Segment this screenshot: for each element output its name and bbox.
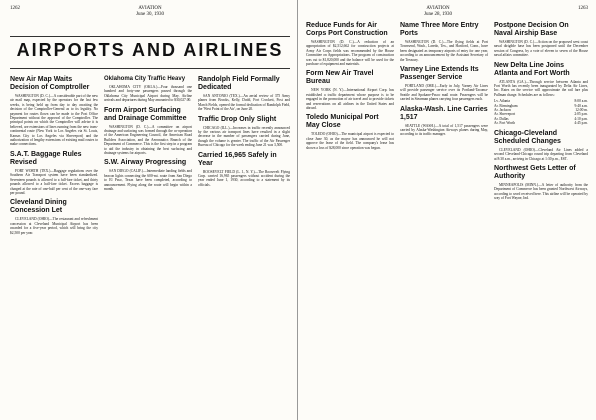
column-2	[104, 72, 192, 416]
article-headline: Toledo Municipal Port May Close	[306, 114, 379, 130]
schedule-time: 4:10 p.m.	[574, 116, 588, 121]
article-headline: Cleveland Dining Concession Let	[10, 199, 67, 215]
schedule-time: 12:00 m.	[575, 108, 588, 113]
schedule-label: Ar. Jackson	[494, 108, 511, 113]
schedule-time: 2:05 p.m.	[574, 112, 588, 117]
article-headline: New Delta Line Joins Atlanta and Fort Worth	[494, 61, 570, 77]
column-3	[198, 72, 290, 416]
article-body: MINNEAPOLIS (MINN.)—A letter of authority from the Department of Commerce has been granted Northwest Airways, according to word received here. This airline will be operated by way of Fort Wayne, Ind.	[494, 182, 588, 201]
article-headline: Northwest Gets Letter of Authority	[494, 164, 576, 180]
article-body: SAN DIEGO (CALIF.)—Intermediate landing fields and beacon lights connecting the 600-mi. route from San Diego to El Paso, Texas have been completed, according to announcement. Flying along the route will begin within a month.	[104, 169, 192, 192]
article-body: WASHINGTON (D. C.)—The flying fields at Port Townsend, Wash., Laredo, Tex., and Hartford, Conn., have been designated as temporary airports of entry for one year, according to an announcement by the Assistant Secretary of the Treasury.	[400, 40, 488, 62]
article-body: OKLAHOMA CITY (OKLA.)—Four thousand one hundred and forty-one passengers passed through the Oklahoma City Municipal Airport during May. Airline arrivals and departures during May amounted to $30,027.00.	[104, 85, 192, 103]
article-headline: Postpone Decision On Naval Airship Base	[494, 22, 569, 37]
article-headline: Oklahoma City Traffic Heavy	[104, 76, 186, 82]
column-4	[306, 18, 394, 416]
column-6	[494, 18, 588, 416]
column-5	[400, 18, 488, 416]
issue-date: June 30, 1930	[136, 12, 164, 17]
schedule-label: Ar. Dallas	[494, 116, 509, 121]
article-body: NEW YORK (N. Y.)—International Airport Corp. has established a traffic department whose purpose is to be engaged in the promotion of air travel and to provide tickets and reservations on all airlines in the United States and abroad.	[306, 88, 394, 111]
article-body: PORTLAND (ORE.)—Early in July, Varney Air Lines will provide passenger service over its Portland-Tacoma-Seattle and Spokane-Pasco mail route. Passengers will be carried in Stearman planes carrying four passengers each.	[400, 84, 488, 102]
page-number-left: 1262	[10, 6, 20, 11]
issue-date: June 28, 1930	[424, 12, 452, 17]
article-headline: Alaska-Wash. Line Carries 1,517	[400, 105, 488, 121]
page-number-right: 1263	[578, 6, 588, 11]
article-headline: New Air Map Waits Decision of Comptroller	[10, 76, 90, 91]
right-page	[298, 0, 596, 420]
article-headline: Name Three More Entry Ports	[400, 22, 479, 37]
section-title: AIRPORTS AND AIRLINES	[16, 40, 284, 60]
schedule-label: Lv. Atlanta	[494, 99, 510, 104]
article-body: WASHINGTON (D. C.)—A reduction of an appropriation of $2,512,662 for construction projects at Army Air Corps fields was recommended by the House Committee on Appropriations. The program of construction was cut to $1,820,000 and the balance will be used for the purchase of equipment and materials.	[306, 40, 394, 67]
article-body: CLEVELAND (OHIO)—Cleveland Air Lines added a second Cleveland-Chicago round trip departing from Cleveland at 8:30 a.m., arriving in Chicago at 1:30 p.m., EST.	[494, 147, 588, 161]
article-body: SAN ANTONIO (TEX.)—An aerial review of 375 Army planes from Brooks, Kelly, Dodd, Fort Crockett, Post and March Fields, opened the formal dedication of Randolph Field, the 'West Point of the Air', on June 20.	[198, 94, 290, 112]
article-headline: S.W. Airway Progressing	[104, 159, 187, 167]
article-headline: Carried 16,965 Safely in Year	[198, 151, 277, 167]
schedule-time: 9:40 a.m.	[574, 103, 588, 108]
running-header-left	[110, 6, 190, 18]
running-header-right	[398, 6, 478, 18]
schedule-label: Ar. Shreveport	[494, 112, 516, 117]
article-headline: Form New Air Travel Bureau	[306, 70, 374, 86]
article-headline: Randolph Field Formally Dedicated	[198, 76, 280, 91]
magazine-title: AVIATION	[426, 6, 450, 11]
article-body: CLEVELAND (OHIO)—The restaurant and refreshment concession at Cleveland Municipal Airport has been awarded for a five-year period, which will bring the city $2,500 per year.	[10, 217, 98, 235]
article-body: WASHINGTON (D. C.)—A considerable part of the new air mail map, expected by the operators for the last few weeks, is being held up from day to day awaiting the decision of the Comptroller-General as to its legality. No payment for routes flown can be made to the Post Office Department without the approval of the Comptroller. The principal points on which the Comptroller will advise it is believed, are extensions of lines running from the new trans-continental route (New York to Los Angeles via St. Louis, Kansas City to Los Angeles via Shreveport) and the authorization of lengthy extensions of existing mail routes to make connections.	[10, 94, 98, 147]
article-body: TOLEDO (OHIO)—The municipal airport is expected to close June 30, as the mayor has announced he will not approve the lease of the field. The company's lease has shown a loss of $28,000 since operation was begun.	[306, 132, 394, 150]
article-body: FORT WORTH (TEX.)—Baggage regulations over the Southern Air Transport system have been standardized. Seventeen pounds is allowed to a full-fare ticket, and thirty pounds allowed to a half-fare ticket. Excess baggage is charged at the rate of one-half per cent of the one-way fare per pound.	[10, 168, 98, 195]
article-headline: S.A.T. Baggage Rules Revised	[10, 150, 82, 166]
article-body: ROOSEVELT FIELD (L. I., N. Y.)—The Roosevelt Flying Corp. carried 16,965 passengers without accident during the year ended June 1, 1930, according to a statement by its officials.	[198, 169, 290, 187]
article-body: CHICAGO (ILL.)—Increases in traffic recently announced by the various air transport lines have resulted in a slight decrease in the number of passengers carried during June, though the volume is greater. The traffic of the Air Passenger Bureau of Chicago for the week ending June 21 was 3,500.	[198, 125, 290, 148]
table-row	[494, 121, 588, 125]
magazine-title: AVIATION	[138, 6, 162, 11]
article-body: ATLANTA (GA.)—Through service between Atlanta and Fort Worth has recently been inaugurated by Delta Air Lines, Inc. Rates on the service will approximate the rail fare plus Pullman charge. Schedules are as follows:	[494, 79, 588, 97]
article-headline: Traffic Drop Only Slight	[198, 115, 277, 123]
article-headline: Form Airport Surfacing and Drainage Committee	[104, 106, 187, 122]
article-headline: Reduce Funds for Air Corps Port Construction	[306, 22, 388, 37]
schedule-time: 4:45 p.m.	[574, 121, 588, 126]
flight-schedule-table	[494, 99, 588, 125]
article-headline: Chicago-Cleveland Scheduled Changes	[494, 129, 561, 145]
article-body: WASHINGTON (D. C.)—A committee on airport drainage and surfacing was formed through the co-operation of the American Engineering Council, the American Road Builders Association, and the Aeronautics Branch of the Department of Commerce. This is the first step in a program to aid the industry in obtaining the best surfacing and drainage systems for airports.	[104, 124, 192, 156]
schedule-label: Ar. Birmingham	[494, 103, 518, 108]
schedule-label: Ar. Fort Worth	[494, 121, 516, 126]
article-body: WASHINGTON (D. C.)—Action on the proposed west coast naval dirigible base has been postponed until the December session of Congress, by a vote of eleven to seven of the House naval affairs committee.	[494, 40, 588, 58]
schedule-time: 8:00 a.m.	[574, 99, 588, 104]
article-body: SEATTLE (WASH.)—A total of 1,517 passengers were carried by Alaska-Washington Airways planes during May, according to its traffic manager.	[400, 123, 488, 137]
article-headline: Varney Line Extends Its Passenger Service	[400, 66, 479, 82]
column-1	[10, 72, 98, 416]
